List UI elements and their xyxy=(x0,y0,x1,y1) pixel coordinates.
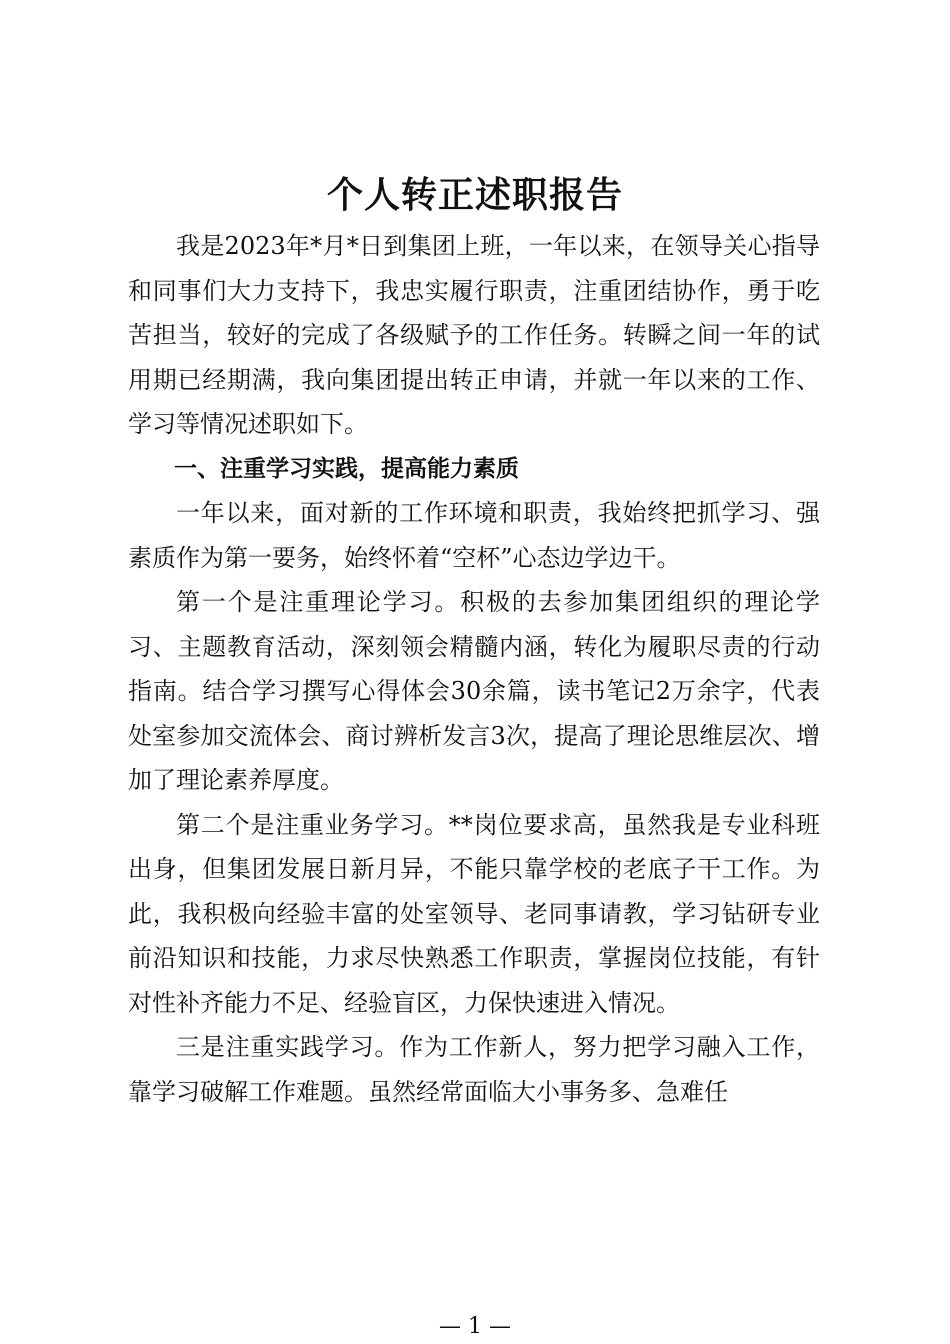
section-heading: 一、注重学习实践，提高能力素质 xyxy=(174,455,519,482)
business-study-paragraph: 第二个是注重业务学习。**岗位要求高，虽然我是专业科班出身，但集团发展日新月异，不能只靠学校的老底子干工作。为此，我积极向经验丰富的处室领导、老同事请教，学习钻研专业前沿知识和技能，力求尽快熟悉工作职责，掌握岗位技能，有针对性补齐能力不足、经验盲区，力保快速进入情况。 xyxy=(128,810,820,1017)
document-body xyxy=(128,224,820,1114)
document-title: 个人转正述职报告 xyxy=(326,174,623,216)
intro-paragraph: 我是2023年*月*日到集团上班，一年以来，在领导关心指导和同事们大力支持下，我忠实履行职责，注重团结协作，勇于吃苦担当，较好的完成了各级赋予的工作任务。转瞬之间一年的试用期已经期满，我向集团提出转正申请，并就一年以来的工作、学习等情况述职如下。 xyxy=(128,232,820,438)
page-number: — 1 — xyxy=(439,1314,511,1339)
practice-study-paragraph: 三是注重实践学习。作为工作新人，努力把学习融入工作，靠学习破解工作难题。虽然经常面临大小事务多、急难任 xyxy=(128,1033,820,1106)
section-intro-paragraph: 一年以来，面对新的工作环境和职责，我始终把抓学习、强素质作为第一要务，始终怀着“空杯”心态边学边干。 xyxy=(128,499,820,572)
theory-study-paragraph: 第一个是注重理论学习。积极的去参加集团组织的理论学习、主题教育活动，深刻领会精髓内涵，转化为履职尽责的行动指南。结合学习撰写心得体会30余篇，读书笔记2万余字，代表处室参加交流体会、商讨辨析发言3次，提高了理论思维层次、增加了理论素养厚度。 xyxy=(128,588,820,794)
